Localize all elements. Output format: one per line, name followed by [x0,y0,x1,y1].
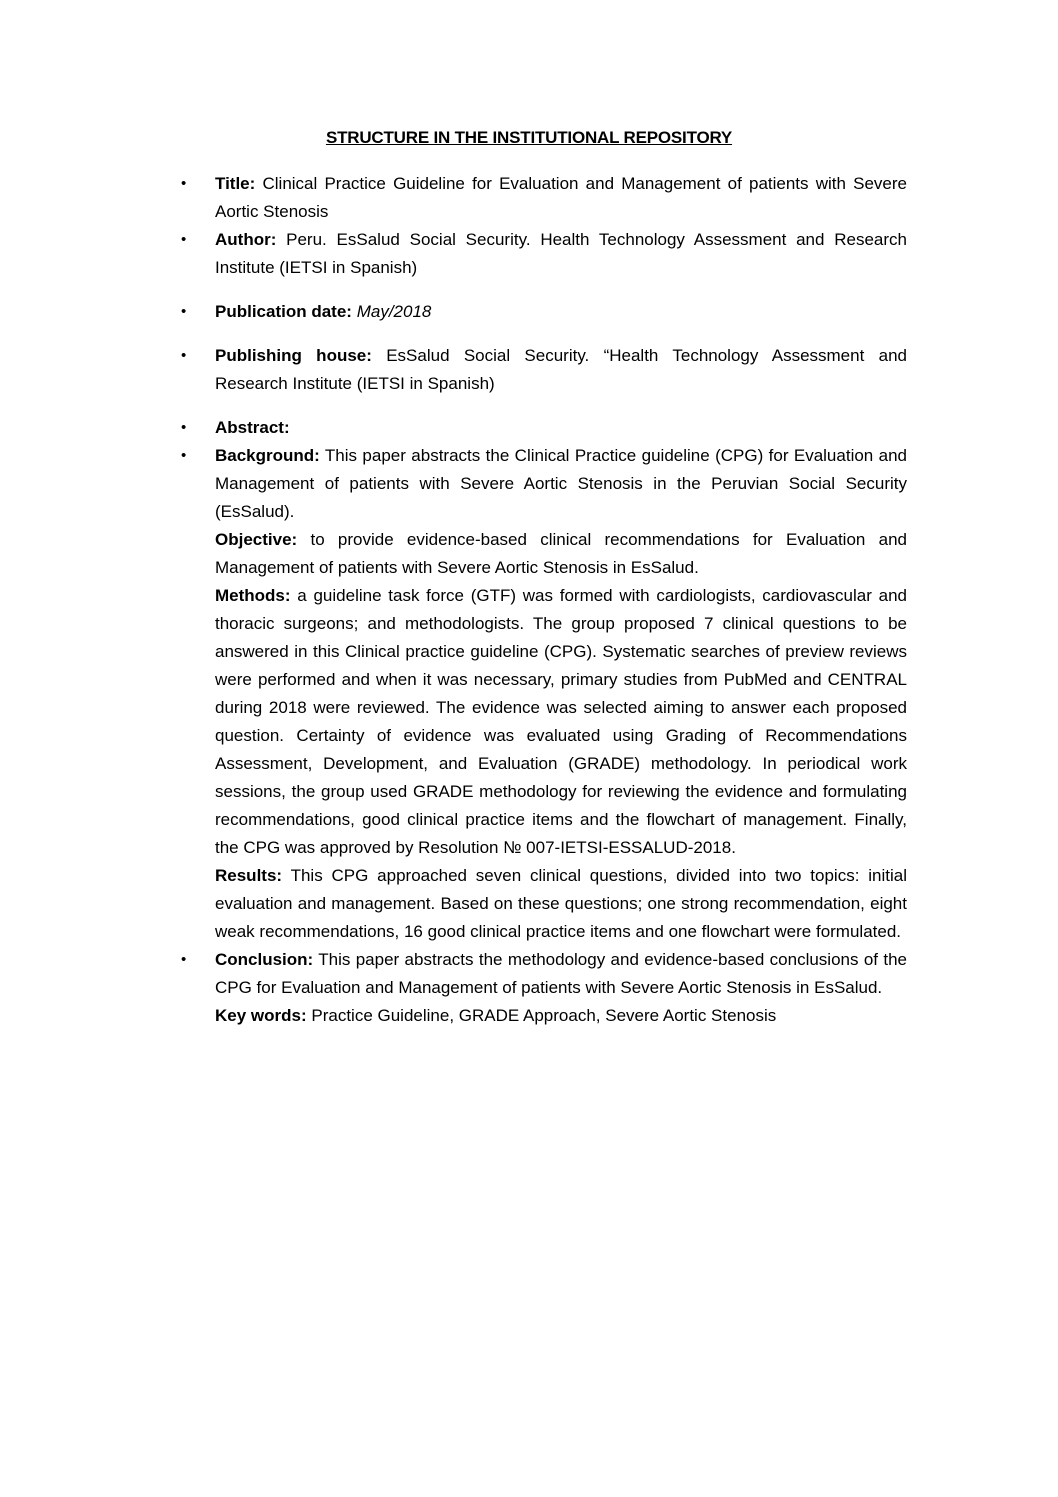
background-value: This paper abstracts the Clinical Practice guideline (CPG) for Evaluation and Management of patients with Severe Aortic Stenosis in the Peruvian Social Security (EsSalud). [215,446,907,521]
repository-fields-list [181,170,907,1030]
conclusion-value: This paper abstracts the methodology and evidence-based conclusions of the CPG for Evaluation and Management of patients with Severe Aortic Stenosis in EsSalud. [215,950,907,997]
bullet-icon: • [181,347,187,364]
bullet-icon: • [181,951,187,968]
background-label: Background: [215,446,320,465]
keywords-value: Practice Guideline, GRADE Approach, Severe Aortic Stenosis [306,1006,777,1025]
publishing-house-value: EsSalud Social Security. “Health Technology Assessment and Research Institute (IETSI in Spanish) [215,346,907,393]
author-value: Peru. EsSalud Social Security. Health Technology Assessment and Research Institute (IETSI in Spanish) [215,230,907,277]
list-item-background [181,442,907,946]
results-value: This CPG approached seven clinical questions, divided into two topics: initial evaluation and management. Based on these questions; one strong recommendation, eight weak recommendations, 16 good clinical practice items and one flowchart were formulated. [215,866,907,941]
publication-date-value: May/2018 [356,302,432,321]
title-label: Title: [215,174,256,193]
publication-date-label: Publication date: [215,302,352,321]
keywords-label: Key words: [215,1006,307,1025]
conclusion-label: Conclusion: [215,950,314,969]
bullet-icon: • [181,175,187,192]
list-item-publishing-house [181,342,907,398]
list-item-title [181,170,907,226]
methods-value: a guideline task force (GTF) was formed with cardiologists, cardiovascular and thoracic surgeons; and methodologists. The group proposed 7 clinical questions to be answered in this Clinical practice guideline (CPG). Systematic searches of preview reviews were performed and when it was necessary, primary studies from PubMed and CENTRAL during 2018 were reviewed. The evidence was selected aiming to answer each proposed question. Certainty of evidence was evaluated using Grading of Recommendations Assessment, Development, and Evaluation (GRADE) methodology. In periodical work sessions, the group used GRADE methodology for reviewing the evidence and formulating recommendations, good clinical practice items and the flowchart of management. Finally, the CPG was approved by Resolution № 007-IETSI-ESSALUD-2018. [215,586,907,857]
list-item-abstract [181,414,907,442]
objective-paragraph [215,526,907,582]
list-item-publication-date [181,298,907,326]
list-item-author [181,226,907,282]
methods-paragraph [215,582,907,862]
bullet-icon: • [181,419,187,436]
bullet-icon: • [181,447,187,464]
results-paragraph [215,862,907,946]
publishing-house-label: Publishing house: [215,346,372,365]
page-heading: STRUCTURE IN THE INSTITUTIONAL REPOSITORY [325,128,733,147]
objective-value: to provide evidence-based clinical recommendations for Evaluation and Management of patients with Severe Aortic Stenosis in EsSalud. [215,530,907,577]
objective-label: Objective: [215,530,298,549]
list-item-conclusion [181,946,907,1030]
abstract-label: Abstract: [215,418,290,437]
bullet-icon: • [181,231,187,248]
bullet-icon: • [181,303,187,320]
author-label: Author: [215,230,277,249]
keywords-paragraph [215,1002,907,1030]
title-value: Clinical Practice Guideline for Evaluation and Management of patients with Severe Aortic Stenosis [215,174,907,221]
methods-label: Methods: [215,586,291,605]
results-label: Results: [215,866,283,885]
